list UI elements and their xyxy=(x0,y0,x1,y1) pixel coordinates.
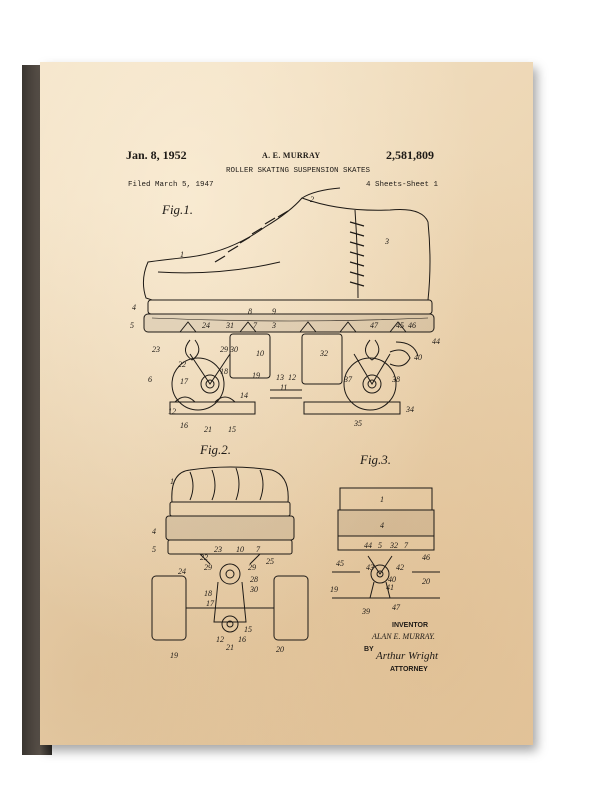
svg-text:4: 4 xyxy=(380,521,384,530)
svg-text:41: 41 xyxy=(386,583,394,592)
patent-date: Jan. 8, 1952 xyxy=(126,148,187,162)
svg-text:15: 15 xyxy=(228,425,236,434)
svg-text:18: 18 xyxy=(204,589,212,598)
svg-text:28: 28 xyxy=(250,575,258,584)
svg-text:1: 1 xyxy=(170,477,174,486)
svg-text:8: 8 xyxy=(248,307,252,316)
svg-text:5: 5 xyxy=(378,541,382,550)
svg-text:31: 31 xyxy=(226,321,234,330)
svg-text:43: 43 xyxy=(366,563,374,572)
svg-text:30: 30 xyxy=(250,585,258,594)
svg-text:32: 32 xyxy=(320,349,328,358)
svg-text:24: 24 xyxy=(178,567,186,576)
svg-text:14: 14 xyxy=(240,391,248,400)
svg-text:19: 19 xyxy=(252,371,260,380)
patent-inventor-header: A. E. MURRAY xyxy=(262,151,321,160)
svg-text:6: 6 xyxy=(148,375,152,384)
svg-text:47: 47 xyxy=(370,321,378,330)
svg-text:30: 30 xyxy=(230,345,238,354)
patent-number: 2,581,809 xyxy=(386,148,434,162)
fig3-section-view xyxy=(330,488,440,616)
patent-filed: Filed March 5, 1947 xyxy=(128,181,214,189)
svg-text:11: 11 xyxy=(280,383,288,392)
svg-text:35: 35 xyxy=(354,419,362,428)
svg-text:4: 4 xyxy=(152,527,156,536)
svg-text:10: 10 xyxy=(256,349,264,358)
svg-text:46: 46 xyxy=(422,553,430,562)
fig3-label: Fig.3. xyxy=(360,452,392,467)
svg-text:19: 19 xyxy=(330,585,338,594)
svg-text:42: 42 xyxy=(396,563,404,572)
svg-text:25: 25 xyxy=(266,557,274,566)
svg-text:24: 24 xyxy=(202,321,210,330)
svg-text:45: 45 xyxy=(396,321,404,330)
svg-text:29: 29 xyxy=(220,345,228,354)
svg-text:29: 29 xyxy=(248,563,256,572)
svg-text:4: 4 xyxy=(132,303,136,312)
svg-text:12: 12 xyxy=(216,635,224,644)
svg-text:21: 21 xyxy=(226,643,234,652)
svg-text:10: 10 xyxy=(236,545,244,554)
svg-text:44: 44 xyxy=(364,541,372,550)
svg-text:23: 23 xyxy=(214,545,222,554)
svg-text:22: 22 xyxy=(178,360,186,369)
fig2-label: Fig.2. xyxy=(200,442,232,457)
svg-text:39: 39 xyxy=(362,607,370,616)
svg-text:3: 3 xyxy=(272,321,276,330)
svg-text:21: 21 xyxy=(204,425,212,434)
svg-text:17: 17 xyxy=(180,377,188,386)
svg-text:7: 7 xyxy=(253,321,257,330)
svg-text:46: 46 xyxy=(408,321,416,330)
svg-text:22: 22 xyxy=(200,553,208,562)
svg-text:17: 17 xyxy=(206,599,214,608)
svg-text:47: 47 xyxy=(392,603,400,612)
svg-text:1: 1 xyxy=(180,250,184,259)
patent-drawing xyxy=(40,62,533,745)
svg-text:40: 40 xyxy=(388,575,396,584)
svg-text:44: 44 xyxy=(432,337,440,346)
svg-text:32: 32 xyxy=(390,541,398,550)
svg-text:7: 7 xyxy=(256,545,260,554)
patent-sheets: 4 Sheets-Sheet 1 xyxy=(366,181,439,189)
svg-text:16: 16 xyxy=(180,421,188,430)
svg-text:20: 20 xyxy=(276,645,284,654)
attorney-label: ATTORNEY xyxy=(390,666,428,673)
fig1-skate-side-view xyxy=(130,188,440,434)
svg-text:13: 13 xyxy=(276,373,284,382)
svg-text:16: 16 xyxy=(238,635,246,644)
svg-text:37: 37 xyxy=(344,375,352,384)
attorney-signature: Arthur Wright xyxy=(376,650,439,662)
svg-text:12: 12 xyxy=(288,373,296,382)
svg-text:5: 5 xyxy=(130,321,134,330)
patent-canvas-print xyxy=(40,62,533,745)
svg-text:7: 7 xyxy=(404,541,408,550)
svg-text:23: 23 xyxy=(152,345,160,354)
svg-text:45: 45 xyxy=(336,559,344,568)
svg-text:38: 38 xyxy=(392,375,400,384)
svg-text:40: 40 xyxy=(414,353,422,362)
svg-text:34: 34 xyxy=(406,405,414,414)
svg-text:19: 19 xyxy=(170,651,178,660)
svg-text:3: 3 xyxy=(385,237,389,246)
svg-text:12: 12 xyxy=(168,407,176,416)
svg-text:2: 2 xyxy=(310,195,314,204)
svg-text:18: 18 xyxy=(220,367,228,376)
inventor-name: ALAN E. MURRAY. xyxy=(372,632,435,641)
svg-text:9: 9 xyxy=(272,307,276,316)
inventor-label: INVENTOR xyxy=(392,622,429,629)
svg-text:1: 1 xyxy=(380,495,384,504)
svg-text:5: 5 xyxy=(152,545,156,554)
by-label: BY xyxy=(364,646,374,653)
fig2-skate-rear-view xyxy=(152,467,308,660)
svg-text:20: 20 xyxy=(422,577,430,586)
svg-text:29: 29 xyxy=(204,563,212,572)
fig1-label: Fig.1. xyxy=(162,202,194,217)
svg-text:15: 15 xyxy=(244,625,252,634)
patent-title: ROLLER SKATING SUSPENSION SKATES xyxy=(226,167,371,175)
